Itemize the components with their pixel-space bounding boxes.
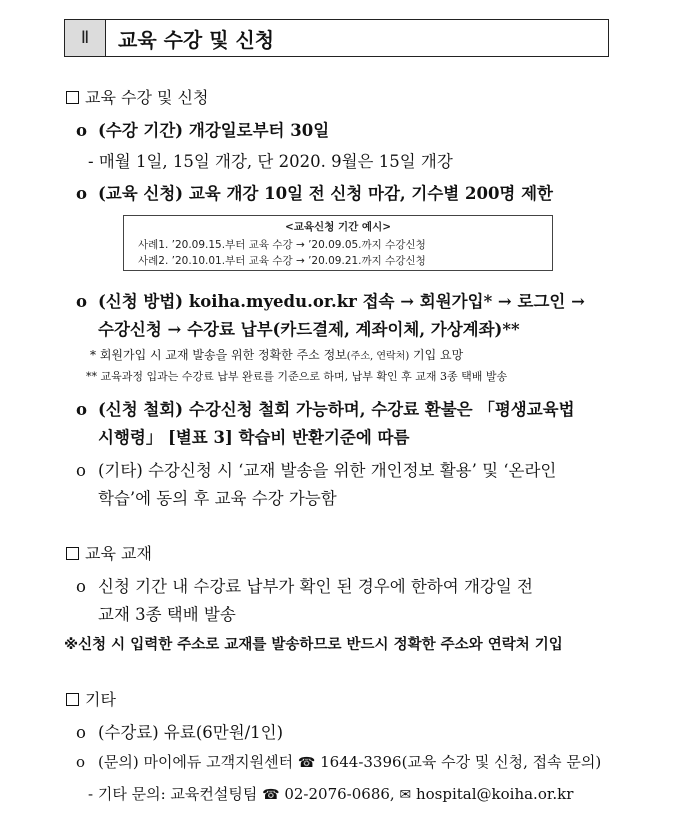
subsection-materials-heading <box>66 541 152 564</box>
bullet-icon: ο <box>76 400 88 419</box>
phone-icon: ☎ <box>297 755 316 771</box>
warning-note: ※신청 시 입력한 주소로 교재를 발송하므로 반드시 정확한 주소와 연락처 기입 <box>64 637 563 653</box>
list-item-continuation: 수강신청 → 수강료 납부(카드결제, 계좌이체, 가상계좌)** <box>98 320 520 339</box>
example-row: 사례1. ’20.09.15.부터 교육 수강 → ’20.09.05.까지 수강신청 <box>138 239 426 251</box>
subsection-application-heading <box>66 85 208 108</box>
section-title: 교육 수강 및 신청 <box>118 27 275 52</box>
bullet-icon: ο <box>76 577 86 596</box>
bullet-icon: ο <box>76 753 86 771</box>
footnote: ** 교육과정 입과는 수강료 납부 완료를 기준으로 하며, 납부 확인 후 교재 3종 택배 발송 <box>86 370 508 383</box>
example-row: 사례2. ’20.10.01.부터 교육 수강 → ’20.09.21.까지 수강신청 <box>138 255 426 267</box>
bullet-icon: ο <box>76 292 88 311</box>
phone-icon: ☎ <box>262 787 280 803</box>
list-item: ο (신청 방법) koiha.myedu.or.kr 접속 → 회원가입* → 로그인 → <box>76 292 585 311</box>
example-title: <교육신청 기간 예시> <box>284 221 392 233</box>
mail-icon: ✉ <box>399 787 412 803</box>
bullet-icon: ο <box>76 184 88 203</box>
list-item: ο (수강료) 유료(6만원/1인) <box>76 723 284 742</box>
phone-number: 1644-3396 <box>320 753 402 771</box>
list-item: ο (기타) 수강신청 시 ‘교재 발송을 위한 개인정보 활용’ 및 ‘온라인 <box>76 461 557 480</box>
list-item-continuation: 학습’에 동의 후 교육 수강 가능함 <box>98 489 337 508</box>
list-item: ο (수강 기간) 개강일로부터 30일 <box>76 121 330 140</box>
checkbox-square-icon <box>66 91 79 104</box>
section-number: Ⅱ <box>80 28 90 48</box>
bullet-icon: ο <box>76 121 88 140</box>
example-box <box>123 215 553 271</box>
bullet-icon: ο <box>76 461 86 480</box>
footnote: * 회원가입 시 교재 발송을 위한 정확한 주소 정보(주소, 연락처) 기입 요망 <box>90 348 464 362</box>
list-item: ο (신청 철회) 수강신청 철회 가능하며, 수강료 환불은 「평생교육법 <box>76 400 575 419</box>
list-subitem: - 매월 1일, 15일 개강, 단 2020. 9월은 15일 개강 <box>88 152 453 171</box>
subsection-other-heading <box>66 687 116 710</box>
list-item: ο 신청 기간 내 수강료 납부가 확인 된 경우에 한하여 개강일 전 <box>76 577 533 596</box>
subsection-title: 교육 수강 및 신청 <box>85 88 209 107</box>
list-item-continuation: 교재 3종 택배 발송 <box>98 605 236 624</box>
section-number-box <box>64 19 106 57</box>
list-item: ο (교육 신청) 교육 개강 10일 전 신청 마감, 기수별 200명 제한 <box>76 184 553 203</box>
section-title-box <box>106 19 609 57</box>
email-address: hospital@koiha.or.kr <box>415 785 574 803</box>
checkbox-square-icon <box>66 693 79 706</box>
subsection-title: 교육 교재 <box>85 544 152 563</box>
bullet-icon: ο <box>76 723 86 742</box>
list-item-continuation: 시행령」 [별표 3] 학습비 반환기준에 따름 <box>98 428 410 447</box>
list-subitem: - 기타 문의: 교육컨설팅팀 ☎ 02-2076-0686, ✉ hospital@koiha.or.kr <box>88 785 574 803</box>
list-item: ο (문의) 마이에듀 고객지원센터 ☎ 1644-3396(교육 수강 및 신청, 접속 문의) <box>76 753 602 771</box>
checkbox-square-icon <box>66 547 79 560</box>
phone-number: 02-2076-0686, <box>284 785 395 803</box>
subsection-title: 기타 <box>85 690 116 709</box>
